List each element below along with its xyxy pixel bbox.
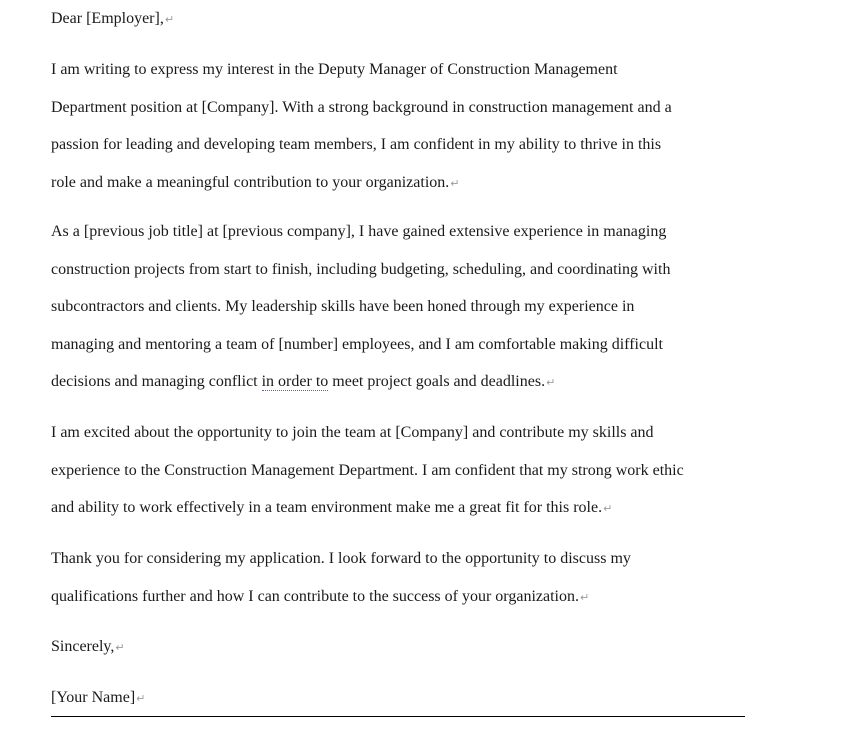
paragraph-mark-icon: ↵ <box>136 692 146 705</box>
body-paragraph-1[interactable] <box>51 51 751 202</box>
text-line: subcontractors and clients. My leadership skills have been honed through my experience in <box>51 298 635 315</box>
salutation-text: Dear [Employer], <box>51 10 164 27</box>
signature-text: [Your Name] <box>51 689 136 706</box>
text-line: qualifications further and how I can contribute to the success of your organization. <box>51 587 579 605</box>
text-line: and ability to work effectively in a team environment make me a great fit for this role. <box>51 499 603 516</box>
bottom-divider-line <box>51 716 745 717</box>
text-line: decisions and managing conflict <box>51 373 262 390</box>
paragraph-mark-icon: ↵ <box>115 641 125 654</box>
body-paragraph-3[interactable] <box>51 414 751 528</box>
paragraph-mark-icon: ↵ <box>603 502 613 515</box>
closing-paragraph[interactable] <box>51 628 751 667</box>
text-line: As a [previous job title] at [previous company], I have gained extensive experience in managing <box>51 223 667 240</box>
text-line: passion for leading and developing team members, I am confident in my ability to thrive in this <box>51 136 662 153</box>
text-line: construction projects from start to finish, including budgeting, scheduling, and coordinating with <box>51 260 671 278</box>
paragraph-mark-icon: ↵ <box>164 13 175 26</box>
body-paragraph-4[interactable] <box>51 540 751 616</box>
text-line: meet project goals and deadlines. <box>328 373 546 390</box>
text-line: I am excited about the opportunity to join the team at [Company] and contribute my skills and <box>51 424 654 441</box>
paragraph-mark-icon: ↵ <box>579 590 590 604</box>
text-line: Thank you for considering my application. I look forward to the opportunity to discuss my <box>51 550 631 567</box>
closing-text: Sincerely, <box>51 638 115 655</box>
paragraph-mark-icon: ↵ <box>450 176 460 190</box>
text-line: managing and mentoring a team of [number] employees, and I am comfortable making difficult <box>51 335 663 353</box>
paragraph-mark-icon: ↵ <box>546 376 556 389</box>
grammar-flagged-phrase[interactable]: in order to <box>261 373 329 390</box>
text-line: experience to the Construction Management Department. I am confident that my strong work ethic <box>51 461 684 479</box>
body-paragraph-2[interactable] <box>51 213 751 402</box>
text-line: role and make a meaningful contribution to your organization. <box>51 173 450 191</box>
salutation-paragraph[interactable] <box>51 0 751 39</box>
signature-paragraph[interactable] <box>51 679 751 718</box>
text-line: I am writing to express my interest in the Deputy Manager of Construction Management <box>51 61 618 78</box>
text-line: Department position at [Company]. With a strong background in construction management and a <box>51 98 672 116</box>
